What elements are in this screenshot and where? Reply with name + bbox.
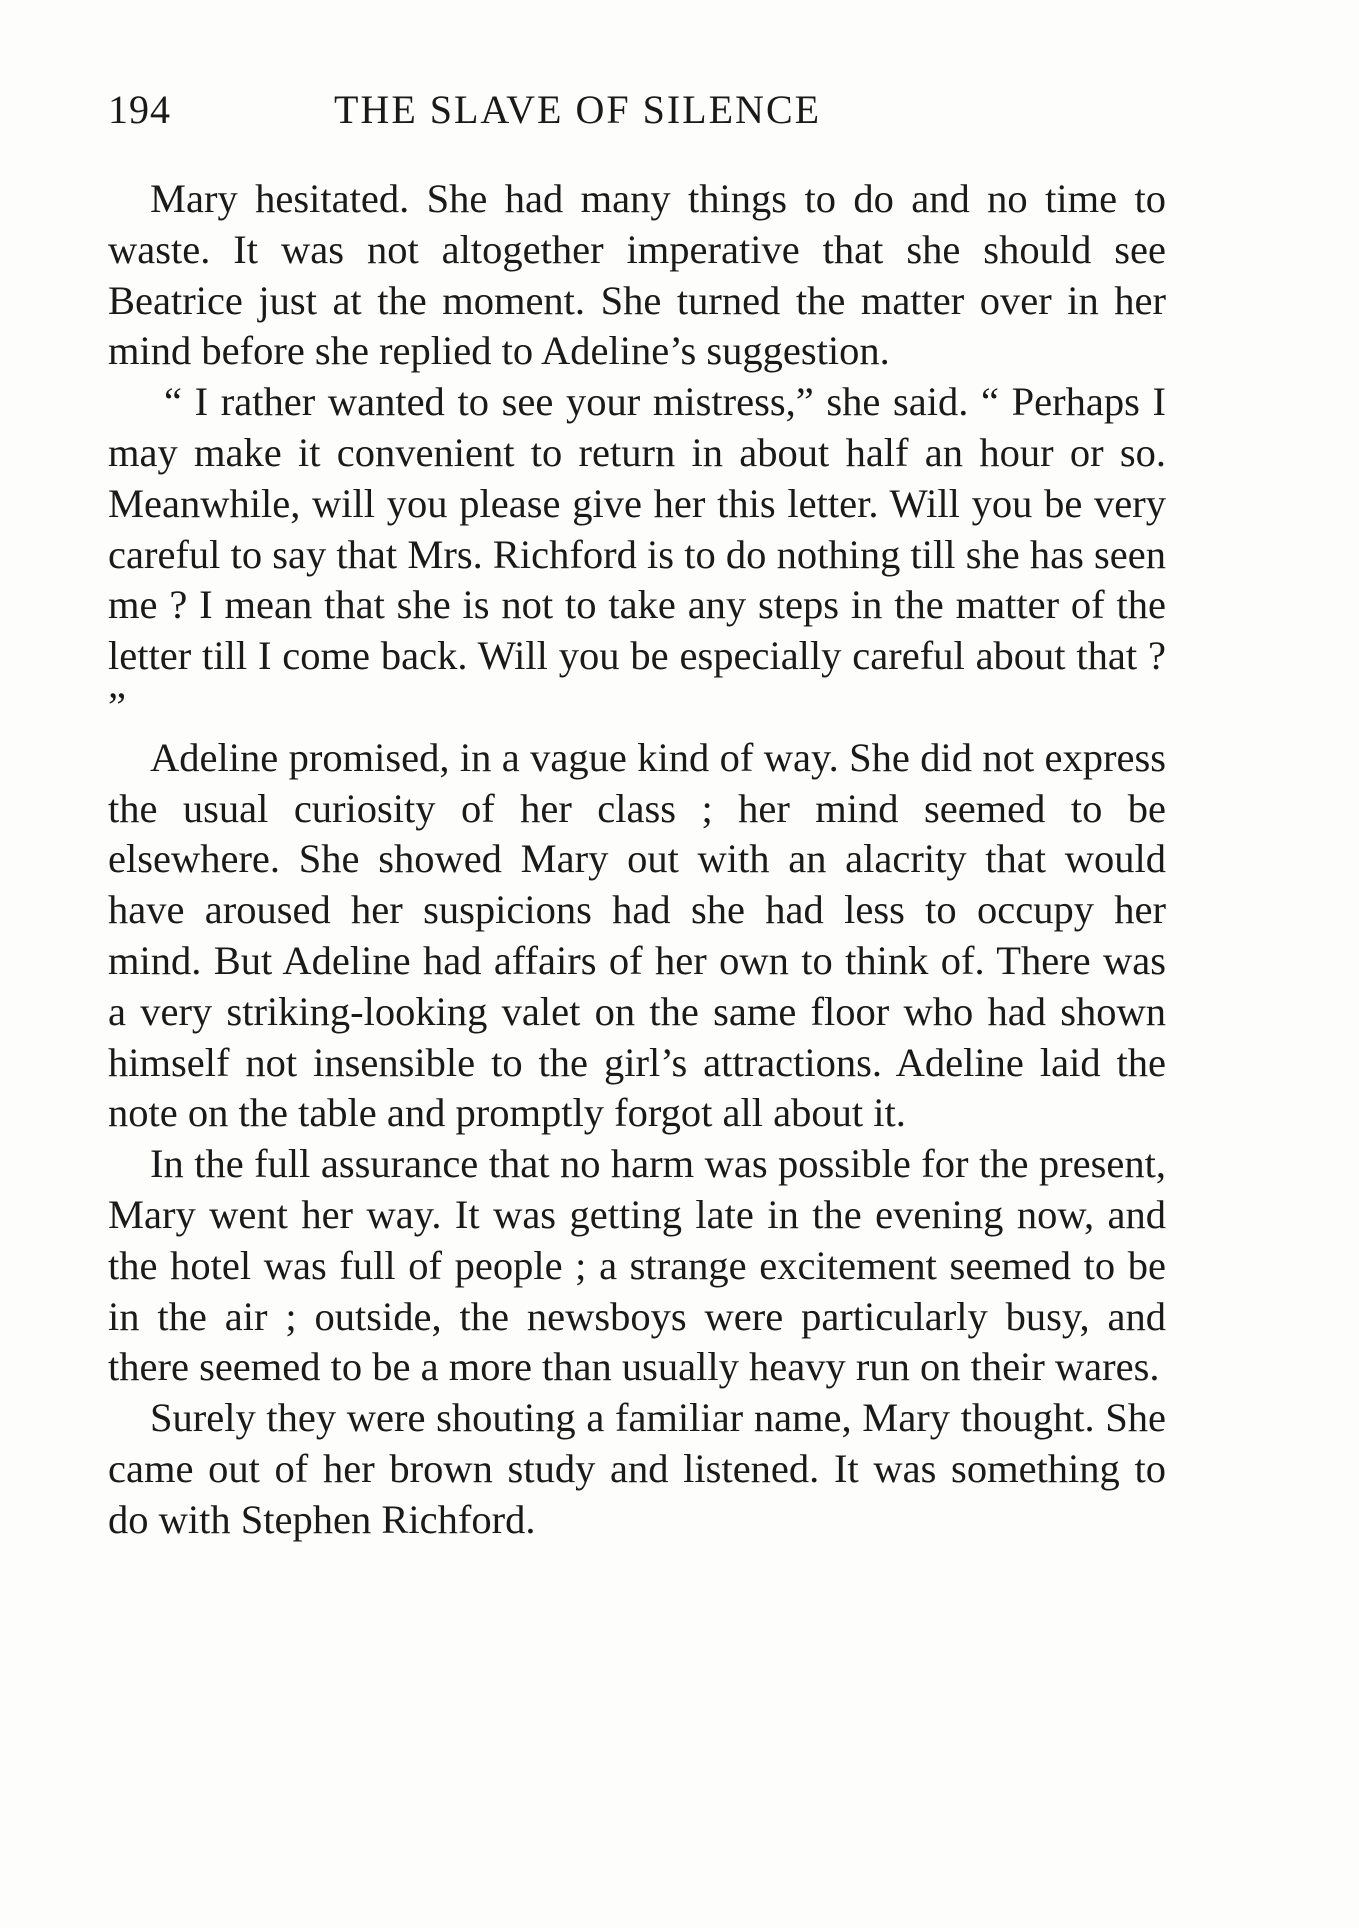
paragraph: Mary hesitated. She had many things to do and no time to waste. It was not altogether imperative that she should see Beatrice just at the moment. She turned the matter over in her mind before she replied to Adeline’s suggestion. bbox=[108, 176, 1166, 374]
paragraph: In the full assurance that no harm was possible for the present, Mary went her way. It was getting late in the evening now, and the hotel was full of people ; a strange excitement seemed to be in the air ; outside, the newsboys were particularly busy, and there seemed to be a more than usually heavy run on their wares. bbox=[108, 1141, 1166, 1390]
running-head: THE SLAVE OF SILENCE bbox=[334, 87, 822, 132]
page-header bbox=[108, 86, 1168, 142]
body-text bbox=[108, 174, 1166, 1546]
paragraph: Surely they were shouting a familiar name, Mary thought. She came out of her brown study and listened. It was something to do with Stephen Richford. bbox=[108, 1395, 1166, 1542]
page-number: 194 bbox=[108, 87, 171, 132]
paragraph: “ I rather wanted to see your mistress,” she said. “ Perhaps I may make it convenient to return in about half an hour or so. Meanwhile, will you please give her this letter. Will you be very careful to say that Mrs. Richford is to do nothing till she has seen me ? I mean that she is not to take any steps in the matter of the letter till I come back. Will you be especially careful about that ? ” bbox=[108, 379, 1166, 729]
paragraph: Adeline promised, in a vague kind of way. She did not express the usual curiosity of her class ; her mind seemed to be elsewhere. She showed Mary out with an alacrity that would have aroused her suspicions had she had less to occupy her mind. But Adeline had affairs of her own to think of. There was a very striking-looking valet on the same floor who had shown himself not insensible to the girl’s attractions. Adeline laid the note on the table and promptly forgot all about it. bbox=[108, 734, 1166, 1136]
